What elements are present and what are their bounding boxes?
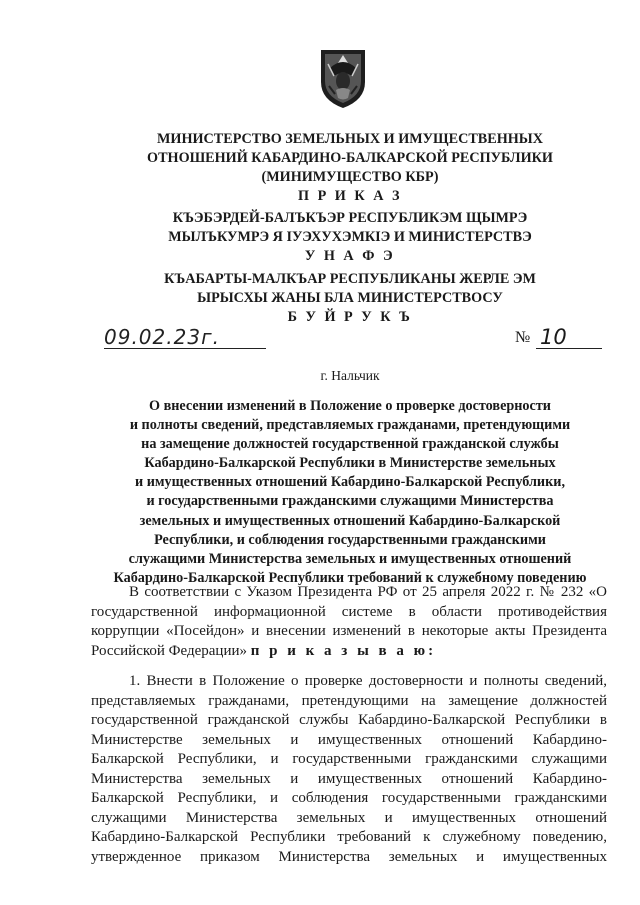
order-date: 09.02.23г. <box>104 326 266 349</box>
coat-of-arms-emblem <box>318 46 368 110</box>
document-type: П Р И К А З <box>298 188 402 204</box>
paragraph-line <box>91 642 607 662</box>
paragraph-line: Министерстве земельных и имущественных отношений Кабардино- <box>91 731 607 748</box>
city: г. Нальчик <box>320 368 380 383</box>
header-line: МЫЛЪКУМРЭ Я IУЭХУХЭМКIЭ И МИНИСТЕРСТВЭ <box>168 229 532 245</box>
header-line: КЪЭБЭРДЕЙ-БАЛЪКЪЭР РЕСПУБЛИКЭМ ЩЫМРЭ <box>172 210 528 226</box>
date-number-row <box>0 326 640 352</box>
paragraph-line: Балкарской Республики, и государственными гражданскими служащими <box>91 751 607 767</box>
preamble-last-line: Российской Федерации» <box>91 642 248 659</box>
paragraph-line: В соответствии с Указом Президента РФ от 25 апреля 2022 г. № 232 «О <box>129 584 607 600</box>
paragraph-line: 1. Внести в Положение о проверке достоверности и полноты сведений, <box>129 673 607 689</box>
title-line: и государственными гражданскими служащими Министерства <box>146 493 554 510</box>
title-line: служащими Министерства земельных и имущественных отношений <box>128 550 572 567</box>
document-type: Б У Й Р У К Ъ <box>287 309 413 325</box>
header-line: (МИНИМУЩЕСТВО КБР) <box>261 169 439 185</box>
header-line: МИНИСТЕРСТВО ЗЕМЕЛЬНЫХ И ИМУЩЕСТВЕННЫХ <box>157 131 543 147</box>
paragraph-line: Балкарской Республики, и соблюдения государственными гражданскими <box>91 790 607 806</box>
orders-word: п р и к а з ы в а ю: <box>250 642 437 659</box>
header-russian <box>0 130 640 206</box>
order-number: 10 <box>536 326 602 349</box>
order-title <box>0 397 640 588</box>
header-kabardian <box>0 209 640 266</box>
paragraph-line: Министерства земельных и имущественных отношений Кабардино- <box>91 770 607 787</box>
title-line: Кабардино-Балкарской Республики в Министерстве земельных <box>144 455 556 472</box>
paragraph-line: служащими Министерства земельных и имущественных отношений <box>91 809 607 826</box>
document-type: У Н А Ф Э <box>304 248 396 264</box>
number-sign: № <box>515 329 531 346</box>
title-line: Кабардино-Балкарской Республики требований к служебному поведению <box>113 569 587 586</box>
title-line: на замещение должностей государственной гражданской службы <box>141 436 559 453</box>
item-1-paragraph <box>91 672 607 867</box>
title-line: О внесении изменений в Положение о проверке достоверности <box>149 398 551 414</box>
paragraph-line: представляемых гражданами, претендующими на замещение должностей <box>91 692 607 709</box>
header-line: ОТНОШЕНИЙ КАБАРДИНО-БАЛКАРСКОЙ РЕСПУБЛИКИ <box>147 150 553 166</box>
paragraph-line: коррупции «Посейдон» и внесении изменений в некоторые акты Президента <box>91 623 607 639</box>
paragraph-line: утвержденное приказом Министерства земельных и имущественных <box>91 848 607 865</box>
header-line: КЪАБАРТЫ-МАЛКЪАР РЕСПУБЛИКАНЫ ЖЕРЛЕ ЭМ <box>164 271 536 287</box>
header-line: ЫРЫСХЫ ЖАНЫ БЛА МИНИСТЕРСТВОСУ <box>197 290 503 306</box>
preamble-paragraph <box>91 583 607 661</box>
paragraph-line: государственной информационной системе в области противодействия <box>91 603 607 620</box>
paragraph-line: Кабардино-Балкарской Республики требований к служебному поведению, <box>91 829 607 845</box>
header-balkar <box>0 270 640 327</box>
paragraph-line: государственной гражданской службы Кабардино-Балкарской Республики в <box>91 712 607 728</box>
title-line: и полноты сведений, представляемых гражданами, претендующими <box>129 417 571 434</box>
title-line: земельных и имущественных отношений Кабардино-Балкарской <box>139 512 561 529</box>
title-line: Республики, и соблюдения государственными гражданскими <box>154 531 546 548</box>
title-line: и имущественных отношений Кабардино-Балкарской Республики, <box>134 474 565 491</box>
